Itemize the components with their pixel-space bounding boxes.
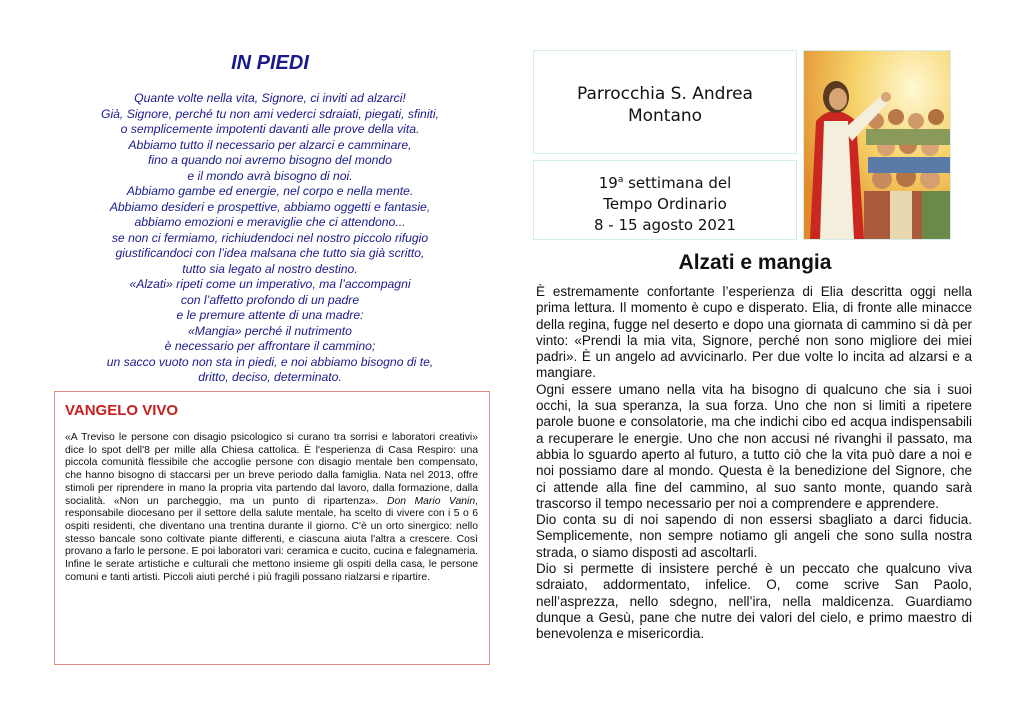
article-title: Alzati e mangia <box>678 251 832 274</box>
vangelo-text-part-2: , responsabile diocesano per il settore della salute mentale, ha scelto di vivere con i 5 o 6 ospiti residenti, che diventano una trentina durante il giorno. C'è un orto sinergico: nello stesso bancale sono coltivate piante differenti, e ciascuna aiuta l'altra a crescere. Così provano a farlo le persone. E poi laboratori vari: ceramica e cucito, cucina e falegnameria. Infine le serate artistiche e culturali che mettono insieme gli ospiti della casa, le persone comuni e tanti artisti. Piccoli aiuti perché i più fragili possano rialzarsi e ripartire. <box>65 495 478 583</box>
week-number: 19 <box>598 174 618 192</box>
parish-line-2: Montano <box>627 106 703 126</box>
poem-line: tutto sia legato al nostro destino. <box>182 261 358 276</box>
week-info <box>534 170 796 236</box>
vangelo-vivo-title: VANGELO VIVO <box>65 402 179 419</box>
article-body <box>536 284 972 643</box>
week-line-1-rest: settimana del <box>623 174 732 192</box>
poem <box>70 91 470 386</box>
week-dates: 8 - 15 agosto 2021 <box>593 216 737 234</box>
poem-line: dritto, deciso, determinato. <box>198 370 342 384</box>
week-line-1 <box>534 170 796 194</box>
article-paragraph: Ogni essere umano nella vita ha bisogno di qualcuno che sia i suoi occhi, la sua speranza, la sua forza. Uno che non si limiti a ripetere parole buone e consolatorie, ma che indichi cibo ed acqua indispensabili a recuperare le energie. Uno che non accusi né rivanghi il passato, ma abbia lo sguardo aperto al futuro, a tutto ciò che la vita può dare a noi e noi possiamo dare al mondo. Questa è la benedizione del Signore, che ci attende alla fine del cammino, al suo santo monte, quando sarà trascorso il tempo necessario per noi a comprendere e apprendere. <box>536 381 972 511</box>
poem-line: con l’affetto profondo di un padre <box>180 292 360 307</box>
poem-line: abbiamo emozioni e meraviglie che ci attendono... <box>134 215 406 229</box>
week-line-2: Tempo Ordinario <box>603 195 727 213</box>
article-paragraph: È estremamente confortante l’esperienza di Elia descritta oggi nella prima lettura. Il momento è cupo e disperato. Elia, di fronte alle minacce della regina, fugge nel deserto e dopo una giornata di cammino si dà per vinto: «Prendi la mia vita, Signore, perché non sono migliore dei miei padri». È un angelo ad avvicinarlo. Per due volte lo incita ad alzarsi e a mangiare. <box>536 284 972 381</box>
parish-name <box>534 83 796 127</box>
poem-line: Quante volte nella vita, Signore, ci inviti ad alzarci! <box>134 91 406 105</box>
poem-line: è necessario per affrontare il cammino; <box>164 339 376 353</box>
poem-line: Già, Signore, perché tu non ami vederci sdraiati, piegati, sfiniti, <box>100 106 440 121</box>
article-paragraph: Dio si permette di insistere perché è un peccato che qualcuno viva sdraiato, addormentato, infelice. O, come scrive San Paolo, nell’asprezza, nello sdegno, nell’ira, nella maldicenza. Guardiamo dunque a Gesù, pane che nutre dei valori del cielo, e primo maestro di benevolenza e misericordia. <box>536 561 972 642</box>
week-ordinal: a <box>617 175 624 185</box>
poem-line: Abbiamo gambe ed energie, nel corpo e nella mente. <box>126 184 414 198</box>
parish-box <box>533 50 797 154</box>
poem-line: se non ci fermiamo, richiudendoci nel nostro piccolo rifugio <box>111 230 429 245</box>
poem-line: e il mondo avrà bisogno di noi. <box>187 168 353 183</box>
article-paragraph: Dio conta su di noi sapendo di non essersi sbagliato a darci fiducia. Semplicemente, non sempre notiamo gli angeli che sono sulla nostra strada, o siamo disposti ad ascoltarli. <box>536 512 972 560</box>
poem-line: giustificandoci con l’idea malsana che tutto sia già scritto, <box>115 246 425 260</box>
poem-line: «Alzati» ripeti come un imperativo, ma l’accompagni <box>129 277 411 291</box>
poem-line: Abbiamo tutto il necessario per alzarci e camminare, <box>128 137 412 152</box>
vangelo-vivo-box <box>54 391 490 665</box>
vangelo-author-name: Don Mario Vanin <box>387 495 476 507</box>
poem-line: «Mangia» perché il nutrimento <box>188 323 352 338</box>
vangelo-text-part-1: «A Treviso le persone con disagio psicologico si curano tra sorrisi e laboratori creativi» dice lo spot dell'8 per mille alla Chiesa cattolica. È l'esperienza di Casa Respiro: una piccola comunità flessibile che accoglie persone con disagio mentale ben compensato, che hanno bisogno di staccarsi per un breve periodo dalla famiglia. Nata nel 2013, offre stimoli per riprendere in mano la propria vita partendo dal lavoro, dalla formazione, dalla socialità. «Non un parcheggio, ma un punto di ripartenza». <box>65 432 478 507</box>
poem-line: Abbiamo desideri e prospettive, abbiamo oggetti e fantasie, <box>109 199 431 214</box>
poem-line: un sacco vuoto non sta in piedi, e noi abbiamo bisogno di te, <box>106 354 434 369</box>
jesus-preaching-illustration-icon <box>803 50 951 240</box>
poem-title: IN PIEDI <box>231 52 309 74</box>
week-box <box>533 160 797 240</box>
vangelo-vivo-text <box>65 432 478 584</box>
poem-line: o semplicemente impotenti davanti alle prove della vita. <box>120 122 420 136</box>
parish-line-1: Parrocchia S. Andrea <box>577 84 753 104</box>
poem-line: fino a quando noi avremo bisogno del mondo <box>148 153 392 167</box>
poem-line: e le premure attente di una madre: <box>176 308 364 322</box>
